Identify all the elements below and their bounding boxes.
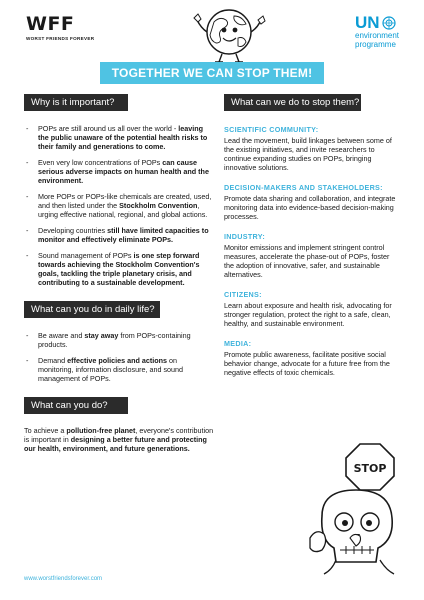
- category-title: MEDIA:: [224, 339, 252, 348]
- unep-line1: environment: [355, 31, 400, 40]
- category-text: Learn about exposure and health risk, advocating for stronger regulation, protect the right to a safe, clean, healthy, and sustainable environment.: [224, 301, 392, 328]
- list-item: - Developing countries still have limited capacities to monitor and effectively eliminate POPs.: [38, 226, 212, 244]
- list-item: - POPs are still around us all over the world - leaving the public unaware of the potential health risks to their family and generations to come.: [38, 124, 212, 151]
- un-emblem-icon: [382, 16, 396, 30]
- unep-un-row: [355, 14, 415, 32]
- daily-heading: What can you do in daily life?: [24, 301, 160, 318]
- unep-un-text: UN: [355, 13, 380, 32]
- footer-url[interactable]: www.worstfriendsforever.com: [24, 576, 103, 582]
- list-item: - Sound management of POPs is one step forward towards achieving the Stockholm Convention's goals, tackling the triple planetary crisis, and contributing to a sustainable development.: [38, 251, 212, 287]
- unep-logo: [355, 14, 415, 49]
- unep-line2: programme: [355, 39, 396, 49]
- list-item: - Be aware and stay away from POPs-containing products.: [38, 331, 212, 349]
- category-title: SCIENTIFIC COMMUNITY:: [224, 125, 319, 134]
- wff-tagline: WORST FRIENDS FOREVER: [26, 36, 95, 41]
- stop-heading: What can we do to stop them?: [224, 94, 361, 111]
- you-heading: What can you do?: [24, 397, 128, 414]
- category-text: Monitor emissions and implement stringent control measures, accelerate the phase-out of POPs, foster the adoption of innovative, safer, and sustainable alternatives.: [224, 243, 390, 279]
- category-text: Promote public awareness, facilitate positive social behavior change, advocate for a future free from the negative effects of toxic chemicals.: [224, 350, 390, 377]
- category-title: DECISION-MAKERS AND STAKEHOLDERS:: [224, 183, 383, 192]
- skull-stop-sign-icon: [302, 438, 414, 578]
- you-paragraph: To achieve a pollution-free planet, everyone's contribution is important in designing a better future and protecting our health, environment, and future generations.: [24, 426, 214, 453]
- why-heading: Why is it important?: [24, 94, 128, 111]
- list-item: - Demand effective policies and actions on monitoring, information disclosure, and sound management of POPs.: [38, 356, 212, 383]
- list-item: - More POPs or POPs-like chemicals are created, used, and then listed under the Stockholm Convention, urging effective national, regional, and global actions.: [38, 192, 212, 219]
- category-title: CITIZENS:: [224, 290, 262, 299]
- globe-mascot-icon: [188, 2, 270, 64]
- stop-sign-text: STOP: [353, 462, 387, 475]
- banner-title: TOGETHER WE CAN STOP THEM!: [100, 62, 324, 84]
- category-title: INDUSTRY:: [224, 232, 266, 241]
- right-column: [224, 94, 400, 388]
- wff-logo: [26, 14, 106, 41]
- list-item: - Even very low concentrations of POPs can cause serious adverse impacts on human health and the environment.: [38, 158, 212, 185]
- category-text: Lead the movement, build linkages between some of the existing initiatives, and invite researchers to continue expanding studies on POPs, bringing innovative solutions.: [224, 136, 392, 172]
- left-column: [24, 94, 220, 453]
- stop-categories: [224, 125, 400, 377]
- wff-logo-mark: WFF: [26, 13, 75, 35]
- why-list: [24, 124, 220, 287]
- daily-list: [24, 331, 220, 383]
- category-text: Promote data sharing and collaboration, and integrate monitoring data into evidence-based decision-making processes.: [224, 194, 396, 221]
